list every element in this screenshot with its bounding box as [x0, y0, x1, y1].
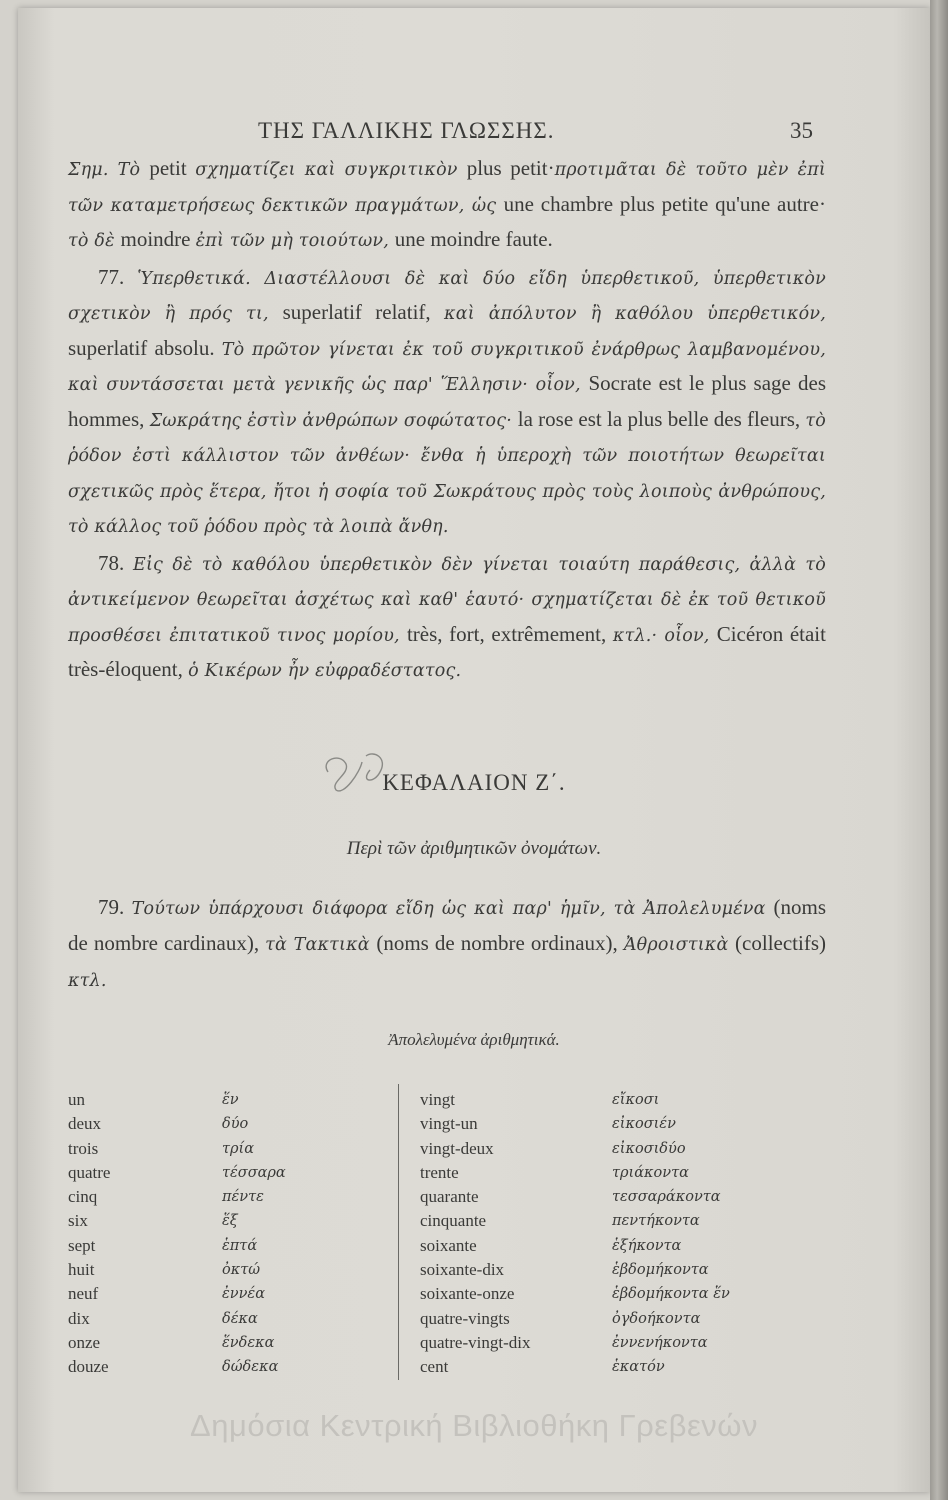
number-entry: ἐννέα	[222, 1286, 265, 1303]
number-entry: ἐννενήκοντα	[612, 1334, 708, 1351]
number-entry: quatre-vingts	[420, 1308, 510, 1328]
greek-text: Τούτων ὑπάρχουσι διάφορα εἴδη ὡς καὶ παρ' ἡμῖν, τὰ Ἀπολελυμένα	[131, 899, 774, 919]
number-entry: dix	[68, 1308, 90, 1328]
paragraph-79	[68, 890, 826, 998]
number-entry: τρία	[222, 1140, 255, 1157]
numbers-title: Ἀπολελυμένα ἀριθμητικά.	[388, 1030, 560, 1049]
numbers-col1-french	[68, 1088, 110, 1380]
number-entry: πέντε	[222, 1189, 264, 1206]
number-entry: un	[68, 1090, 85, 1109]
french-text: 79.	[98, 895, 132, 919]
number-entry: δέκα	[222, 1310, 258, 1327]
running-head: ΤΗΣ ΓΑΛΛΙΚΗΣ ΓΛΩΣΣΗΣ.	[258, 118, 555, 143]
number-entry: vingt-un	[420, 1114, 478, 1134]
number-entry: τέσσαρα	[222, 1164, 286, 1181]
chapter-subtitle: Περὶ τῶν ἀριθμητικῶν ὀνομάτων.	[346, 838, 602, 859]
greek-text: σχηματίζει καὶ συγκριτικὸν	[195, 160, 467, 180]
number-entry: ἕξ	[222, 1213, 238, 1230]
french-text: Cicéron était très-éloquent,	[68, 621, 826, 681]
number-entry: πεντήκοντα	[612, 1213, 700, 1230]
french-text: (collectifs)	[735, 931, 826, 955]
page-number: 35	[790, 118, 813, 143]
greek-text: κτλ.	[68, 971, 107, 991]
numbers-col2-french	[420, 1088, 530, 1380]
paragraph-78	[68, 547, 826, 689]
number-entry: cinquante	[420, 1211, 487, 1231]
number-entry: quatre	[68, 1162, 111, 1182]
paragraph-77	[68, 261, 826, 545]
number-entry: εἰκοσιέν	[612, 1116, 676, 1133]
french-text: une moindre faute.	[394, 227, 553, 251]
french-text: petit	[149, 156, 196, 180]
number-entry: εἰκοσιδύο	[612, 1140, 686, 1157]
greek-text: τὰ Τακτικὰ	[265, 935, 377, 955]
number-entry: τριάκοντα	[612, 1164, 689, 1181]
french-text: plus petit·	[466, 156, 555, 180]
greek-text: ἐπὶ τῶν μὴ τοιούτων,	[195, 231, 395, 251]
french-text: une chambre plus petite qu'une autre·	[503, 191, 826, 216]
greek-text: τὸ ῥόδον ἐστὶ κάλλιστον τῶν ἀνθέων· ἔνθα ἡ ὑπεροχὴ τῶν ποιοτήτων θεωρεῖται σχετικῶς πρὸς ἕτερα, ἤτοι ἡ σοφία τοῦ Σωκράτους πρὸς τοὺς λοιποὺς ἀνθρώπους, τὸ κάλλος τοῦ ῥόδου πρὸς τὰ λοιπὰ ἄνθη.	[68, 410, 827, 537]
greek-text: Σωκράτης ἐστὶν ἀνθρώπων σοφώτατος·	[149, 410, 518, 431]
number-entry: douze	[68, 1357, 109, 1377]
body-text	[68, 152, 826, 689]
number-entry: quarante	[420, 1187, 479, 1207]
greek-text: κτλ.· οἷον,	[612, 625, 717, 646]
french-text: superlatif absolu.	[68, 335, 222, 360]
number-entry: huit	[68, 1260, 95, 1280]
greek-text: τὸ δὲ	[68, 231, 121, 251]
greek-text: προτιμᾶται δὲ τοῦτο μὲν ἐπὶ τῶν καταμετρήσεως δεκτικῶν πραγμάτων, ὡς	[68, 160, 826, 216]
french-text: 78.	[98, 550, 134, 575]
number-entry: δώδεκα	[222, 1359, 279, 1376]
column-divider	[398, 1084, 399, 1380]
french-text: 77.	[98, 264, 138, 289]
number-entry: δύο	[222, 1116, 249, 1133]
french-text: moindre	[120, 227, 196, 251]
greek-text: καὶ ἀπόλυτον ἢ καθόλου ὑπερθετικόν,	[444, 304, 827, 324]
number-entry: ἑπτά	[222, 1237, 258, 1254]
number-entry: cinq	[68, 1187, 98, 1207]
number-entry: vingt	[420, 1090, 455, 1109]
number-entry: ἑξήκοντα	[612, 1237, 682, 1254]
number-entry: soixante-dix	[420, 1260, 505, 1280]
french-text: Socrate est le plus sage des hommes,	[68, 371, 826, 431]
number-entry: ἕν	[222, 1092, 239, 1108]
numbers-col2-greek	[612, 1088, 730, 1380]
greek-text: Ἀθροιστικὰ	[623, 935, 736, 955]
french-text: très, fort, extrêmement,	[406, 621, 613, 646]
numbers-col1-greek	[222, 1088, 286, 1380]
number-entry: trente	[420, 1162, 459, 1182]
number-entry: ἑκατόν	[612, 1359, 665, 1376]
greek-text: Ὑπερθετικά. Διαστέλλουσι δὲ καὶ δύο εἴδη ὑπερθετικοῦ, ὑπερθετικὸν σχετικὸν ἢ πρός τι,	[68, 268, 827, 324]
chapter-title: ΚΕΦΑΛΑΙΟΝ Ζ΄.	[382, 770, 566, 795]
number-entry: deux	[68, 1114, 102, 1134]
paragraph-79-block	[68, 890, 826, 998]
number-entry: six	[68, 1211, 88, 1231]
number-entry: soixante-onze	[420, 1284, 515, 1304]
greek-text: Τὸ πρῶτον γίνεται ἐκ τοῦ συγκριτικοῦ ἐνάρθρως λαμβανομένου, καὶ συντάσσεται μετὰ γενικῆς ὡς παρ' Ἕλλησιν· οἷον,	[68, 339, 826, 395]
number-entry: onze	[68, 1332, 101, 1352]
page-edge	[930, 0, 948, 1500]
number-entry: ἑβδομήκοντα ἕν	[612, 1286, 730, 1303]
number-entry: cent	[420, 1357, 449, 1377]
number-entry: trois	[68, 1138, 99, 1158]
french-text: la rose est la plus belle des fleurs,	[517, 406, 806, 431]
greek-text: Σημ. Τὸ	[68, 160, 150, 180]
number-entry: neuf	[68, 1284, 99, 1304]
number-entry: ἑβδομήκοντα	[612, 1262, 709, 1279]
number-entry: soixante	[420, 1235, 477, 1255]
number-entry: ἕνδεκα	[222, 1334, 275, 1351]
number-entry: τεσσαράκοντα	[612, 1189, 721, 1206]
number-entry: sept	[68, 1235, 96, 1255]
number-entry: ὀκτώ	[222, 1262, 261, 1279]
page-header	[0, 118, 948, 154]
greek-text: Εἰς δὲ τὸ καθόλου ὑπερθετικὸν δὲν γίνεται τοιαύτη παράθεσις, ἀλλὰ τὸ ἀντικείμενον θεωρεῖται ἀσχέτως καὶ καθ' ἑαυτό· σχηματίζεται δὲ ἐκ τοῦ θετικοῦ προσθέσει ἐπιτατικοῦ τινος μορίου,	[68, 554, 826, 646]
french-text: superlatif relatif,	[282, 300, 445, 324]
library-watermark: Δημόσια Κεντρική Βιβλιοθήκη Γρεβενών	[190, 1408, 758, 1443]
french-text: (noms de nombre cardinaux),	[68, 895, 826, 955]
number-entry: quatre-vingt-dix	[420, 1332, 531, 1352]
paragraph-note	[68, 152, 826, 259]
french-text: (noms de nombre ordinaux),	[376, 931, 624, 955]
number-entry: εἴκοσι	[612, 1092, 660, 1108]
number-entry: vingt-deux	[420, 1138, 494, 1158]
number-entry: ὀγδοήκοντα	[612, 1310, 701, 1327]
greek-text: ὁ Κικέρων ἦν εὐφραδέστατος.	[188, 661, 462, 681]
